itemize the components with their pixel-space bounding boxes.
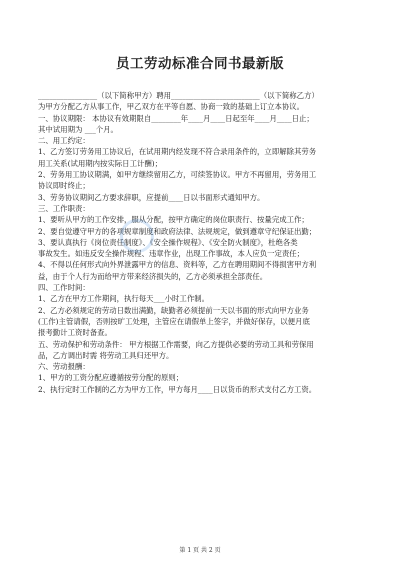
- contract-line: 其中试用期为 ___个月。: [38, 124, 118, 134]
- contract-line: 2、执行定时工作制的乙方为甲方工作，甲方每月____日以货币的形式支付乙方工资。: [38, 384, 317, 394]
- document-title: 员工劳动标准合同书最新版: [116, 56, 284, 72]
- contract-line: 3、劳务协议期间乙方要求辞职，应提前____日以书面形式通知甲方。: [38, 192, 265, 202]
- contract-line: 2、乙方必须规定的劳动日数出满勤，缺勤者必须提前一天以书面的形式向甲方业务: [38, 305, 309, 315]
- contract-line: 3、要认真执行《岗位责任制度》、《安全操作规程》、《安全防火制度》，杜绝各类: [38, 237, 298, 247]
- contract-line: ________________（以下简称甲方）聘用________________________（以下简称乙方）: [38, 91, 319, 100]
- contract-line: 事故发生。如违反安全操作规程、违章作业，出现工作事故，本人应负一定责任；: [38, 249, 305, 259]
- contract-line: 1、要听从甲方的工作安排，服从分配，按甲方确定的岗位职责行、按量完成工作；: [38, 215, 309, 225]
- contract-line: 用工关系(试用期内按实际日工计酬)；: [38, 158, 163, 168]
- contract-line: 1、乙方签订劳务用工协议后，在试用期内经发现不符合录用条件的，立即解除其劳务: [38, 147, 317, 157]
- contract-line: 益，由于个人行为而给甲方带来经济损失的，乙方必须承担全部责任。: [38, 271, 268, 281]
- contract-line: 报考勤计工资时备查。: [38, 328, 112, 338]
- contract-line: 五、劳动保护和劳动条件： 甲方根据工作需要，向乙方提供必要的劳动工具和劳保用: [38, 339, 314, 349]
- contract-line: (工作)主管请假，否则按旷工处理，主管应在请假单上签字，并做好保存，以便月底: [38, 316, 310, 326]
- contract-line: 为甲方分配乙方从事工作，甲乙双方在平等自愿、协商一致的基础上订立本协议。: [38, 102, 305, 112]
- contract-line: 品，乙方调出时需 将劳动工具归还甲方。: [38, 350, 174, 360]
- contract-line: 1、乙方在甲方工作期间，执行每天___小时工作制。: [38, 294, 209, 304]
- contract-line: 1、甲方的工资分配应遵循按劳分配的原则；: [38, 373, 184, 383]
- contract-line: 2、要自觉遵守甲方的各项规章制度和政府法律、法规规定，做到遵章守纪保证出勤；: [38, 226, 317, 236]
- section-heading: 三、工作职责：: [38, 203, 90, 213]
- section-heading: 六、劳动报酬：: [38, 362, 90, 372]
- contract-line: 一、协议期限： 本协议有效期限自________年____月____日起至年____月____日止；: [38, 113, 314, 123]
- section-heading: 二、用工约定：: [38, 136, 90, 146]
- contract-line: 4、不得以任何形式向外界泄露甲方的信息、资料等，乙方在聘用期间不得损害甲方利: [38, 260, 317, 270]
- contract-line: 2、劳务用工协议期满，如甲方继续留用乙方，可续签协议。甲方不再留用，劳务用工: [38, 170, 317, 180]
- section-heading: 四、工作时间：: [38, 283, 90, 293]
- contract-line: 协议即时终止；: [38, 181, 90, 191]
- page-footer: 第 1 页 共 2 页: [179, 547, 221, 554]
